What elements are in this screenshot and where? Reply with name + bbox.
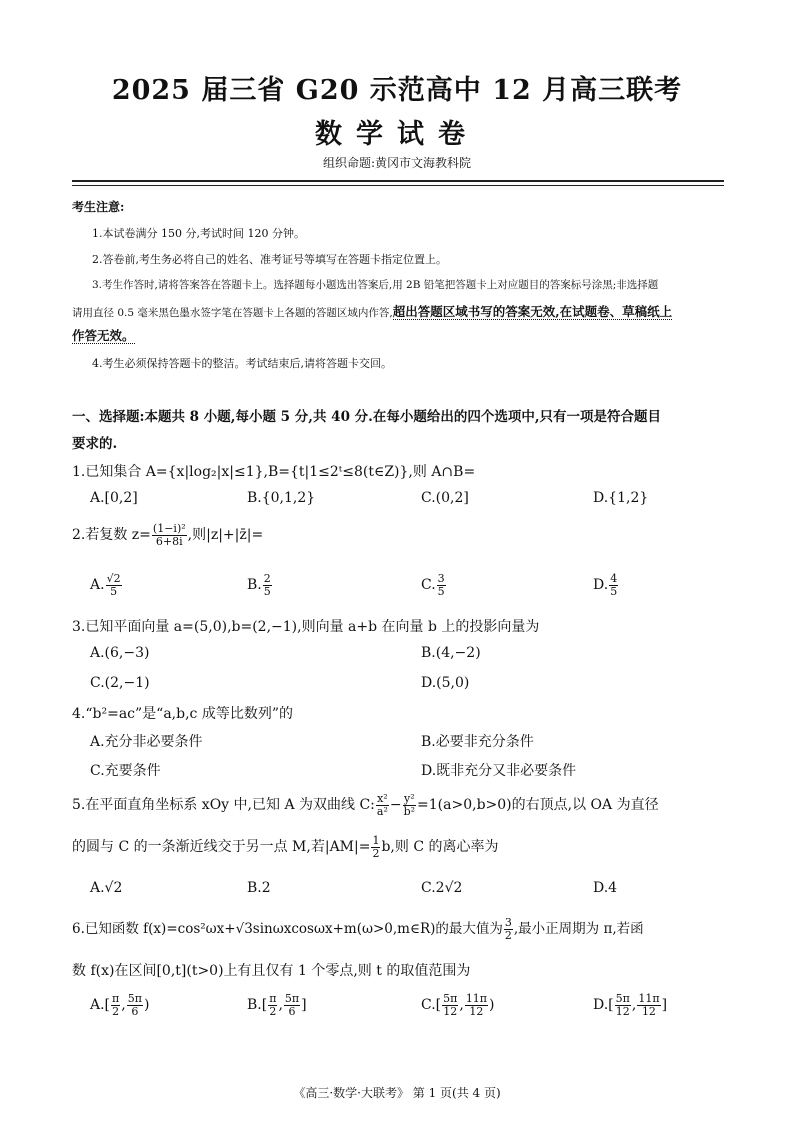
exam-subject: 数学试卷 [315,119,479,150]
option-bracket: ) [143,997,150,1014]
fraction-numerator: 2 [263,572,271,585]
question-3-option-c: C.(2,−1) [90,675,150,691]
question-5-text-end: =1(a>0,b>0)的右顶点,以 OA 为直径 [417,797,659,814]
question-1-option-c: C.(0,2] [421,490,469,506]
question-2-option-d [593,573,619,597]
option-label: C.[ [421,997,442,1014]
header-rule-thick [72,180,724,182]
option-label: C. [421,577,436,594]
option-label: B. [247,577,262,594]
section-1-heading-cont: 要求的. [72,436,118,452]
exam-organizer: 组织命题:黄冈市文海教科院 [322,156,472,170]
question-4-option-a: A.充分非必要条件 [90,734,203,750]
option-fraction-lower [268,993,277,1017]
fraction-numerator: 11π [638,992,660,1005]
question-5-stem-line1 [72,793,659,817]
question-5-text: 5.在平面直角坐标系 xOy 中,已知 A 为双曲线 C: [72,797,375,814]
question-4-stem: 4.“b²=ac”是“a,b,c 成等比数列”的 [72,706,293,722]
question-5-fraction-half [371,835,380,859]
notice-emphasis-end: 作答无效。 [72,328,135,343]
fraction-denominator: 5 [263,584,271,598]
option-fraction-upper [127,993,143,1017]
fraction-numerator: (1−i)² [152,522,186,535]
question-6-option-c: C.[ $\frac{5\pi}{12}$ , $\frac{11\pi}{12}$ ) [421,992,495,1018]
option-bracket: ] [661,997,668,1014]
question-6-text: 6.已知函数 f(x)=cos²ωx+√3sinωxcosωx+m(ω>0,m∈R)的最大值为 [72,921,503,937]
question-5-text-2-end: b,则 C 的离心率为 [381,839,499,856]
fraction-numerator: 5π [127,992,142,1005]
fraction-numerator: 1 [372,834,380,847]
fraction-numerator: 5π [284,992,300,1005]
question-3-stem: 3.已知平面向量 a=(5,0),b=(2,−1),则向量 a+b 在向量 b 上的投影向量为 [72,619,540,635]
minus-sign: − [389,797,402,814]
fraction-denominator: 2 [504,929,512,942]
notice-title: 考生注意: [72,200,125,214]
option-fraction-lower [615,993,631,1017]
fraction-denominator: 6 [131,1004,139,1018]
option-fraction [609,573,618,597]
notice-item-3: 3.考生作答时,请将答案答在答题卡上。选择题每小题选出答案后,用 2B 铅笔把答题卡上对应题目的答案标号涂黑;非选择题 [92,279,659,291]
question-4-option-c: C.充要条件 [90,763,161,779]
fraction-numerator: 4 [610,572,618,585]
question-2-text-end: ,则|z|+|z̄|= [187,527,264,544]
fraction-denominator: 5 [437,584,445,598]
fraction-denominator: b² [403,804,416,818]
fraction-numerator: 11π [465,992,488,1005]
question-5-option-a: A.√2 [90,880,123,896]
fraction-denominator: 2 [112,1004,120,1018]
fraction-numerator: x² [377,792,388,805]
notice-item-1: 1.本试卷满分 150 分,考试时间 120 分钟。 [92,227,305,240]
option-label: B.[ [247,997,268,1014]
question-1-option-a: A.[0,2] [90,490,138,506]
fraction-denominator: 2 [269,1004,277,1018]
section-1-heading: 一、选择题:本题共 8 小题,每小题 5 分,共 40 分.在每小题给出的四个选项中,只有一项是符合题目 [72,409,662,425]
question-5-fraction-x [376,793,389,817]
option-fraction [437,573,446,597]
question-5-text-2: 的圆与 C 的一条渐近线交于另一点 M,若|AM|= [72,839,371,856]
question-5-option-d: D.4 [593,880,618,896]
question-6-option-d: D.[ $\frac{5\pi}{12}$ , $\frac{11\pi}{12}$ ] [593,992,668,1018]
fraction-denominator: 12 [443,1004,458,1018]
question-6-option-b: B.[ $\frac{\pi}{2}$ , $\frac{5\pi}{6}$ ] [247,992,307,1018]
fraction-numerator: π [269,992,277,1005]
question-2-stem [72,523,263,547]
question-3-option-a: A.(6,−3) [90,645,150,661]
question-5-option-b: B.2 [247,880,271,896]
header-rule-thin [72,185,724,186]
option-fraction [106,573,122,597]
notice-item-2: 2.答卷前,考生务必将自己的姓名、准考证号等填写在答题卡指定位置上。 [92,253,447,266]
question-2-text: 2.若复数 z= [72,527,151,544]
notice-item-3-line3 [72,326,135,344]
fraction-denominator: 12 [469,1004,484,1018]
option-bracket: ) [489,997,495,1014]
option-fraction-lower [111,993,120,1017]
fraction-denominator: 12 [641,1004,656,1018]
option-label: D. [593,577,609,594]
fraction-denominator: 5 [110,584,118,598]
question-1-stem: 1.已知集合 A={x|log₂|x|≤1},B={t|1≤2ᵗ≤8(t∈Z)},则 A∩B= [72,464,476,480]
notice-item-3-cont [72,302,672,320]
option-bracket: ] [301,997,307,1014]
fraction-numerator: 5π [443,992,458,1005]
option-fraction [263,573,272,597]
fraction-denominator: 5 [610,584,618,598]
notice-item-3-line2: 请用直径 0.5 毫米黑色墨水签字笔在答题卡上各题的答题区域内作答, [72,307,393,319]
fraction-numerator: 3 [437,572,445,585]
question-5-stem-line2 [72,835,499,859]
fraction-numerator: 3 [504,916,512,930]
option-fraction-lower [442,993,458,1017]
question-4-option-d: D.既非充分又非必要条件 [421,763,577,779]
fraction-numerator: π [112,992,120,1005]
question-1-option-b: B.{0,1,2} [247,490,316,506]
fraction-denominator: 6 [288,1004,296,1018]
question-2-option-c [421,573,447,597]
option-label: A.[ [90,997,111,1014]
question-3-option-b: B.(4,−2) [421,645,481,661]
page-footer: 《高三·数学·大联考》 第 1 页(共 4 页) [293,1086,501,1100]
fraction-numerator: 5π [615,992,630,1005]
question-3-option-d: D.(5,0) [421,675,470,691]
fraction-numerator: √2 [106,572,121,585]
option-fraction-upper [637,993,660,1017]
option-label: A. [90,577,105,594]
notice-item-4: 4.考生必须保持答题卡的整洁。考试结束后,请将答题卡交回。 [92,357,392,370]
question-5-fraction-y [403,793,416,817]
exam-title: 2025 届三省 G20 示范高中 12 月高三联考 [111,75,683,106]
question-6-option-a: A.[ $\frac{\pi}{2}$ , $\frac{5\pi}{6}$ ) [90,992,150,1018]
question-6-stem-line1 [72,917,644,942]
fraction-denominator: 12 [615,1004,630,1018]
question-1-option-d: D.{1,2} [593,490,649,506]
question-2-fraction [152,523,187,547]
fraction-denominator: a² [376,804,388,818]
fraction-denominator: 6+8i [155,534,183,548]
option-fraction-upper [465,993,488,1017]
fraction-denominator: 2 [372,846,380,860]
question-4-option-b: B.必要非充分条件 [421,734,534,750]
question-2-option-a [90,573,123,597]
question-2-option-b [247,573,273,597]
option-label: D.[ [593,997,614,1014]
notice-emphasis: 超出答题区域书写的答案无效,在试题卷、草稿纸上 [392,304,673,319]
question-6-stem-line2: 数 f(x)在区间[0,t](t>0)上有且仅有 1 个零点,则 t 的取值范围为 [72,963,471,979]
question-6-text-end: ,最小正周期为 π,若函 [513,921,644,937]
option-fraction-upper [284,993,300,1017]
question-5-option-c: C.2√2 [421,880,463,896]
question-6-fraction [504,917,513,941]
fraction-numerator: y² [404,792,415,805]
